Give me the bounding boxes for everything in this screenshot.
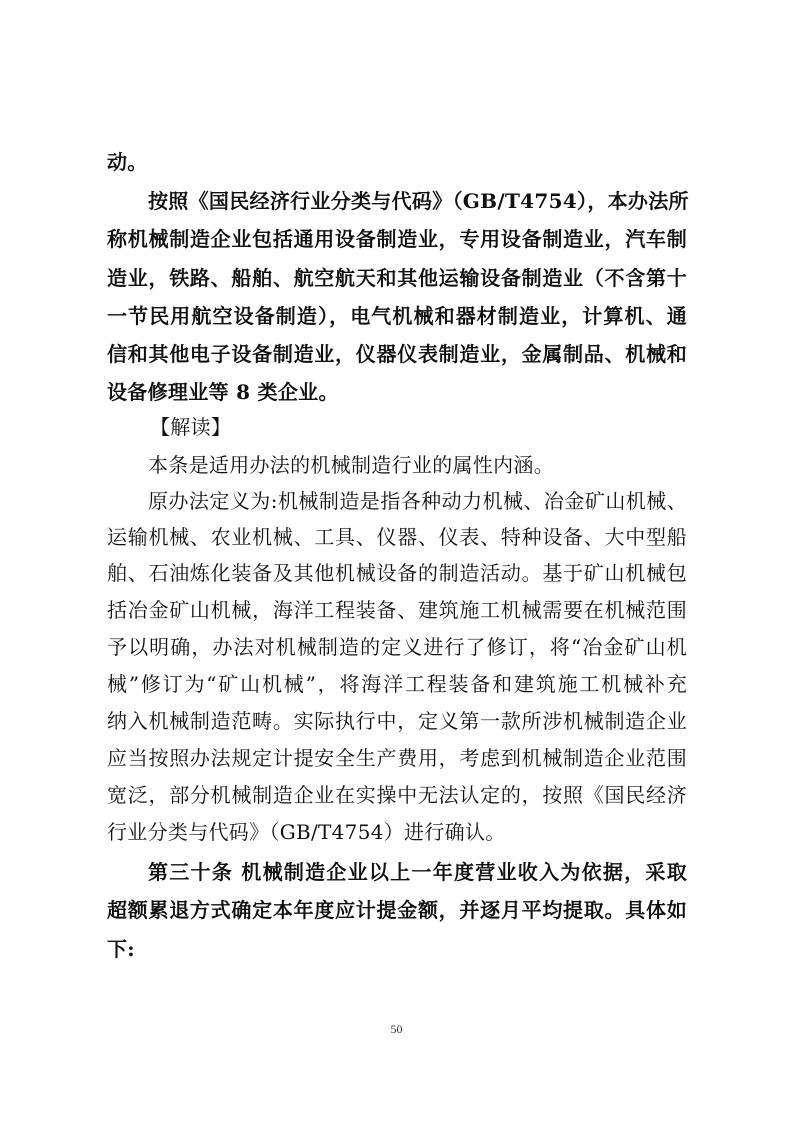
body-line-14: 予以明确，办法对机械制造的定义进行了修订，将“冶金矿山机 bbox=[107, 635, 687, 659]
body-line-1: 动。 bbox=[107, 150, 148, 174]
body-line-16: 纳入机械制造范畴。实际执行中，定义第一款所涉机械制造企业 bbox=[107, 709, 687, 733]
body-line-12: 舶、石油炼化装备及其他机械设备的制造活动。基于矿山机械包 bbox=[107, 561, 687, 585]
body-line-7: 设备修理业等 8 类企业。 bbox=[107, 380, 339, 404]
body-line-3: 称机械制造企业包括通用设备制造业，专用设备制造业，汽车制 bbox=[107, 227, 687, 251]
body-line-2: 按照《国民经济行业分类与代码》（GB/T4754），本办法所 bbox=[148, 189, 689, 213]
body-line-21: 超额累退方式确定本年度应计提金额，并逐月平均提取。具体如 bbox=[107, 898, 687, 922]
body-line-13: 括冶金矿山机械，海洋工程装备、建筑施工机械需要在机械范围 bbox=[107, 598, 687, 622]
body-line-22: 下: bbox=[107, 937, 135, 961]
body-line-4: 造业，铁路、船舶、航空航天和其他运输设备制造业（不含第十 bbox=[107, 266, 687, 290]
body-line-19: 行业分类与代码》（GB/T4754）进行确认。 bbox=[107, 820, 506, 844]
section-heading: 【解读】 bbox=[150, 415, 232, 439]
body-line-9: 本条是适用办法的机械制造行业的属性内涵。 bbox=[148, 453, 554, 477]
article-30-heading: 第三十条 机械制造企业以上一年度营业收入为依据，采取 bbox=[148, 860, 687, 884]
body-line-18: 宽泛，部分机械制造企业在实操中无法认定的，按照《国民经济 bbox=[107, 783, 687, 807]
body-line-5: 一节民用航空设备制造），电气机械和器材制造业，计算机、通 bbox=[107, 304, 687, 328]
body-line-17: 应当按照办法规定计提安全生产费用，考虑到机械制造企业范围 bbox=[107, 746, 687, 770]
body-line-10: 原办法定义为:机械制造是指各种动力机械、冶金矿山机械、 bbox=[148, 489, 687, 513]
body-line-11: 运输机械、农业机械、工具、仪器、仪表、特种设备、大中型船 bbox=[107, 525, 687, 549]
body-line-6: 信和其他电子设备制造业，仪器仪表制造业，金属制品、机械和 bbox=[107, 342, 687, 366]
body-line-15: 械”修订为“矿山机械”，将海洋工程装备和建筑施工机械补充 bbox=[107, 672, 687, 696]
page-number: 50 bbox=[390, 1022, 403, 1036]
